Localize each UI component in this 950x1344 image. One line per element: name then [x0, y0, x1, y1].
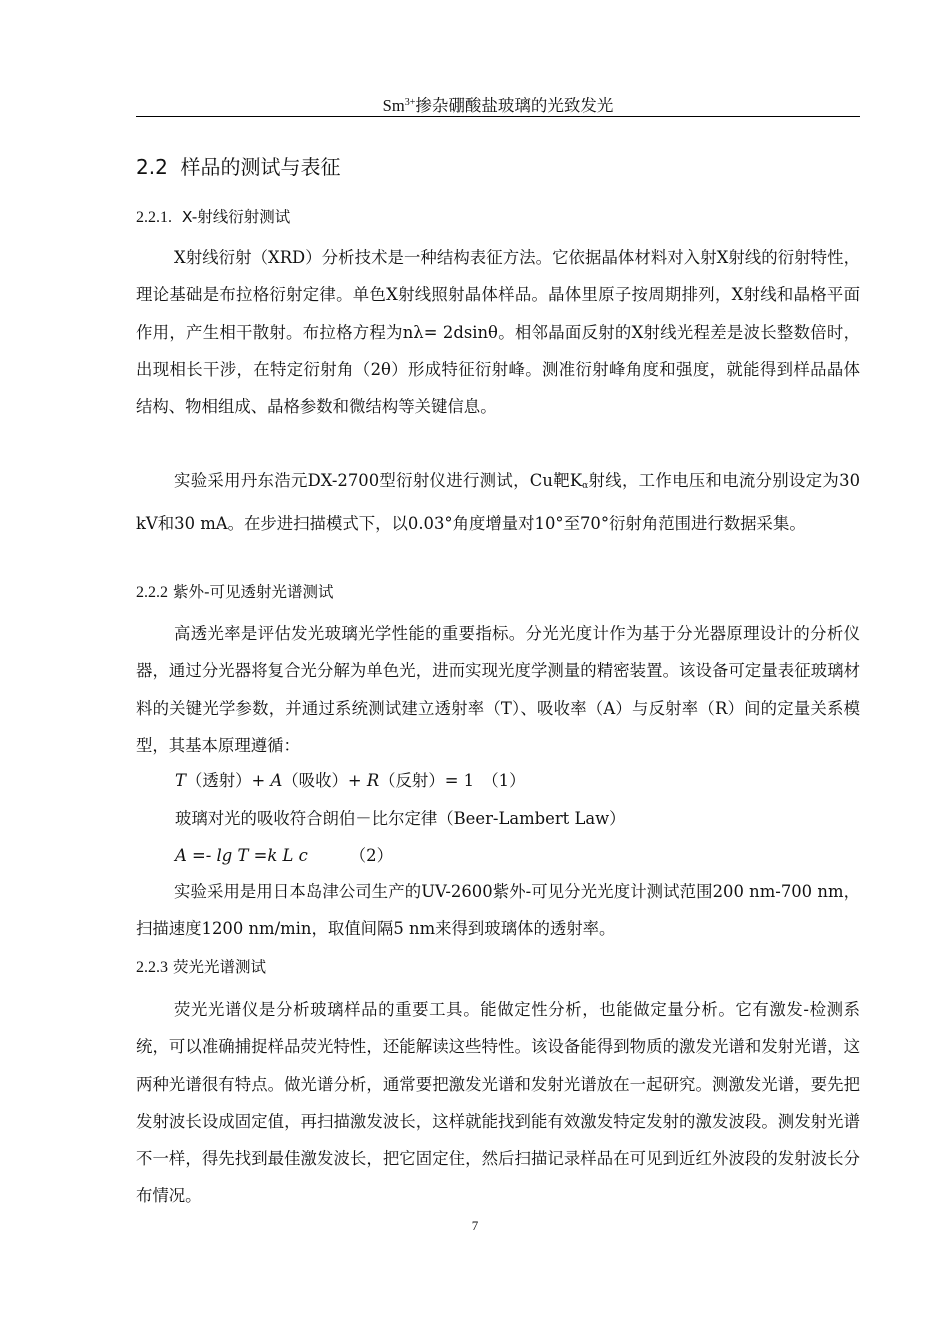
- page-number: 7: [471, 1218, 479, 1233]
- paragraph-uv-experiment: 实验采用是用日本岛津公司生产的UV-2600紫外-可见分光光度计测试范围200 nm-700 nm，扫描速度1200 nm/min，取值间隔5 nm来得到玻璃体的透射率。: [136, 882, 860, 939]
- subsection-heading-fluorescence: [136, 956, 266, 979]
- subsection-title: 荧光光谱测试: [172, 958, 266, 976]
- paragraph-xrd-principle: X射线衍射（XRD）分析技术是一种结构表征方法。它依据晶体材料对入射X射线的衍射特性，理论基础是布拉格衍射定律。单色X射线照射晶体样品。晶体里原子按周期排列，X射线和晶格平面作用，产生相干散射。布拉格方程为nλ= 2dsinθ。相邻晶面反射的X射线光程差是波长整数倍时，出现相长干涉，在特定衍射角（2θ）形成特征衍射峰。测准衍射峰角度和强度，就能得到样品晶体结构、物相组成、晶格参数和微结构等关键信息。: [136, 248, 860, 417]
- beer-lambert-line: 玻璃对光的吸收符合朗伯－比尔定律（Beer-Lambert Law）: [175, 809, 626, 828]
- formula-var-a: A: [270, 771, 283, 790]
- formula-var-t: T: [175, 771, 186, 790]
- subsection-number: 2.2.3: [136, 959, 168, 976]
- section-title: 样品的测试与表征: [180, 155, 341, 179]
- formula-2: [175, 845, 393, 867]
- formula-var-r: R: [366, 771, 380, 790]
- subsection-number: 2.2.2: [136, 584, 168, 601]
- formula-term-a: （吸收）+: [282, 771, 367, 790]
- header-title-rest: 掺杂硼酸盐玻璃的光致发光: [415, 96, 614, 115]
- header-rule: [136, 116, 860, 117]
- formula-1: [175, 770, 526, 792]
- subsection-heading-uv: [136, 581, 334, 604]
- paragraph-fluorescence: 荧光光谱仪是分析玻璃样品的重要工具。能做定性分析，也能做定量分析。它有激发-检测系统，可以准确捕捉样品荧光特性，还能解读这些特性。该设备能得到物质的激发光谱和发射光谱，这两种光谱很有特点。做光谱分析，通常要把激发光谱和发射光谱放在一起研究。测激发光谱，要先把发射波长设成固定值，再扫描激发波长，这样就能找到能有效激发特定发射的激发波段。测发射光谱不一样，得先找到最佳激发波长，把它固定住，然后扫描记录样品在可见到近红外波段的发射波长分布情况。: [136, 1000, 860, 1206]
- header-title-prefix: Sm: [382, 96, 405, 115]
- running-header: [136, 92, 860, 118]
- section-heading: [136, 154, 341, 180]
- subsection-heading-xrd: [136, 206, 290, 229]
- formula-term-r: （反射）= 1 （1）: [379, 771, 526, 790]
- header-title-superscript: 3+: [404, 97, 416, 108]
- paragraph-xrd-experiment: [136, 462, 860, 543]
- section-number: 2.2: [136, 155, 168, 179]
- formula-term-t: （透射）+: [185, 771, 271, 790]
- subsection-title: 紫外-可见透射光谱测试: [172, 583, 334, 601]
- k-alpha-subscript: α: [582, 481, 589, 491]
- subsection-number: 2.2.1.: [136, 209, 172, 226]
- paragraph-uv-principle: 高透光率是评估发光玻璃光学性能的重要指标。分光光度计作为基于分光器原理设计的分析仪器，通过分光器将复合光分解为单色光，进而实现光度学测量的精密装置。该设备可定量表征玻璃材料的关键光学参数，并通过系统测试建立透射率（T）、吸收率（A）与反射率（R）间的定量关系模型，其基本原理遵循：: [136, 624, 860, 755]
- formula-2-number: （2）: [349, 846, 393, 865]
- subsection-title: X-射线衍射测试: [181, 208, 291, 226]
- formula-2-expression: A =- lg T =k L c: [175, 846, 308, 865]
- xrd-experiment-text-a: 实验采用丹东浩元DX-2700型衍射仪进行测试，Cu靶K: [174, 471, 583, 490]
- xrd-experiment-text-b: 射线，工作电压和电流分别设定为30 kV和30 mA。在步进扫描模式下，以0.03°角度增量对10°至70°衍射角范围进行数据采集。: [136, 471, 860, 534]
